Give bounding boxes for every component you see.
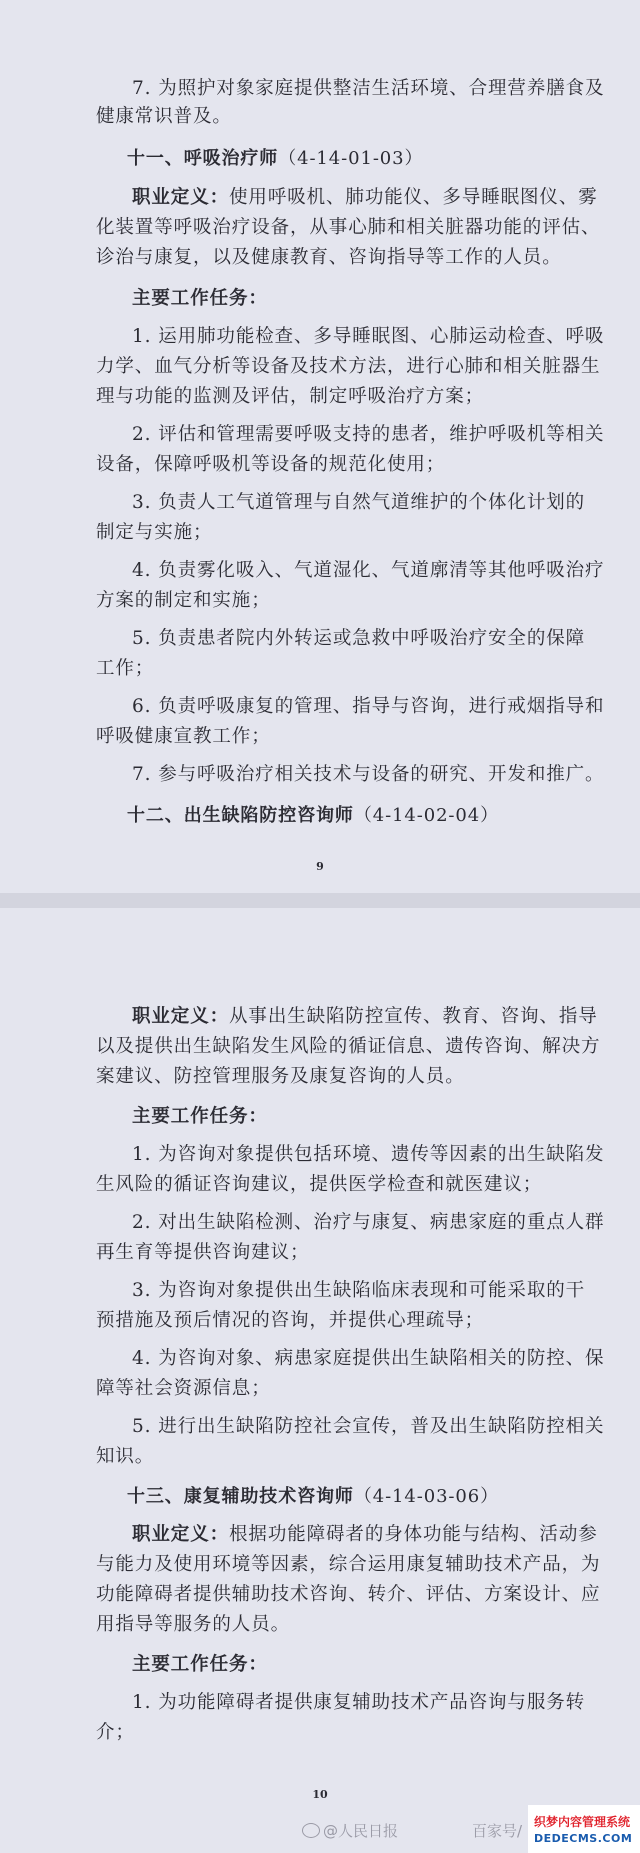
task-line: 3. 负责人工气道管理与自然气道维护的个体化计划的 [132, 492, 586, 513]
baijiahao-watermark: 百家号/ [472, 1822, 523, 1840]
task-line: 介； [96, 1722, 135, 1743]
task-line: 预措施及预后情况的咨询，并提供心理疏导； [96, 1310, 485, 1331]
task-line: 2. 对出生缺陷检测、治疗与康复、病患家庭的重点人群 [132, 1212, 605, 1233]
paragraph-line: 健康常识普及。 [96, 106, 232, 127]
task-line: 1. 运用肺功能检查、多导睡眠图、心肺运动检查、呼吸 [132, 326, 605, 347]
task-line: 4. 为咨询对象、病患家庭提供出生缺陷相关的防控、保 [132, 1348, 605, 1369]
logo-line-2: DEDECMS.COM [534, 1832, 633, 1845]
task-line: 再生育等提供咨询建议； [96, 1242, 310, 1263]
task-line: 设备，保障呼吸机等设备的规范化使用； [96, 454, 446, 475]
task-line: 生风险的循证咨询建议，提供医学检查和就医建议； [96, 1174, 543, 1195]
heading-code: （4-14-02-04） [353, 805, 500, 826]
watermark-text: @人民日报 [323, 1822, 399, 1840]
tasks-label: 主要工作任务： [132, 1654, 268, 1675]
task-line: 知识。 [96, 1446, 155, 1467]
task-line: 2. 评估和管理需要呼吸支持的患者，维护呼吸机等相关 [132, 424, 605, 445]
paragraph-line: 7. 为照护对象家庭提供整洁生活环境、合理营养膳食及 [132, 78, 605, 99]
definition-label: 职业定义： [132, 1006, 230, 1027]
definition-text: 使用呼吸机、肺功能仪、多导睡眠图仪、雾 [229, 187, 598, 208]
definition-text: 根据功能障碍者的身体功能与结构、活动参 [229, 1524, 598, 1545]
definition-line: 案建议、防控管理服务及康复咨询的人员。 [96, 1066, 465, 1087]
definition-label: 职业定义： [132, 1524, 230, 1545]
task-line: 理与功能的监测及评估，制定呼吸治疗方案； [96, 386, 485, 407]
task-line: 1. 为咨询对象提供包括环境、遗传等因素的出生缺陷发 [132, 1144, 605, 1165]
dedecms-logo [528, 1805, 640, 1853]
definition-line: 以及提供出生缺陷发生风险的循证信息、遗传咨询、解决方 [96, 1036, 601, 1057]
tasks-label: 主要工作任务： [132, 288, 268, 309]
heading-title: 十三、康复辅助技术咨询师 [127, 1486, 354, 1507]
task-line: 4. 负责雾化吸入、气道湿化、气道廓清等其他呼吸治疗 [132, 560, 605, 581]
page-number: 9 [316, 860, 324, 873]
section-heading-11 [0, 146, 640, 172]
definition-line: 化装置等呼吸治疗设备，从事心肺和相关脏器功能的评估、 [96, 217, 601, 238]
task-line: 制定与实施； [96, 522, 213, 543]
definition-text: 从事出生缺陷防控宣传、教育、咨询、指导 [229, 1006, 598, 1027]
document-page-10 [0, 908, 640, 1853]
weibo-watermark [302, 1820, 398, 1841]
task-line: 5. 进行出生缺陷防控社会宣传，普及出生缺陷防控相关 [132, 1416, 605, 1437]
section-heading-13 [0, 1484, 640, 1510]
task-line: 3. 为咨询对象提供出生缺陷临床表现和可能采取的干 [132, 1280, 586, 1301]
definition-line [0, 1004, 640, 1030]
section-heading-12 [0, 803, 640, 829]
document-page-9 [0, 0, 640, 893]
task-line: 5. 负责患者院内外转运或急救中呼吸治疗安全的保障 [132, 628, 586, 649]
definition-line: 用指导等服务的人员。 [96, 1614, 291, 1635]
task-line: 工作； [96, 658, 155, 679]
heading-code: （4-14-01-03） [278, 148, 424, 169]
task-line: 6. 负责呼吸康复的管理、指导与咨询，进行戒烟指导和 [132, 696, 605, 717]
task-line: 呼吸健康宣教工作； [96, 726, 271, 747]
task-line: 7. 参与呼吸治疗相关技术与设备的研究、开发和推广。 [132, 764, 605, 785]
task-line: 方案的制定和实施； [96, 590, 271, 611]
task-line: 1. 为功能障碍者提供康复辅助技术产品咨询与服务转 [132, 1692, 586, 1713]
definition-line: 诊治与康复，以及健康教育、咨询指导等工作的人员。 [96, 247, 562, 268]
definition-line [0, 1522, 640, 1548]
task-line: 障等社会资源信息； [96, 1378, 271, 1399]
definition-line [0, 185, 640, 211]
definition-line: 与能力及使用环境等因素，综合运用康复辅助技术产品，为 [96, 1554, 601, 1575]
definition-label: 职业定义： [132, 187, 230, 208]
heading-title: 十二、出生缺陷防控咨询师 [127, 805, 354, 826]
logo-line-1: 织梦内容管理系统 [534, 1815, 631, 1829]
heading-title: 十一、呼吸治疗师 [127, 148, 279, 169]
weibo-icon [302, 1823, 320, 1838]
tasks-label: 主要工作任务： [132, 1106, 268, 1127]
heading-code: （4-14-03-06） [353, 1486, 500, 1507]
definition-line: 功能障碍者提供辅助技术咨询、转介、评估、方案设计、应 [96, 1584, 601, 1605]
page-separator [0, 893, 640, 908]
task-line: 力学、血气分析等设备及技术方法，进行心肺和相关脏器生 [96, 356, 601, 377]
page-number: 10 [312, 1788, 328, 1801]
